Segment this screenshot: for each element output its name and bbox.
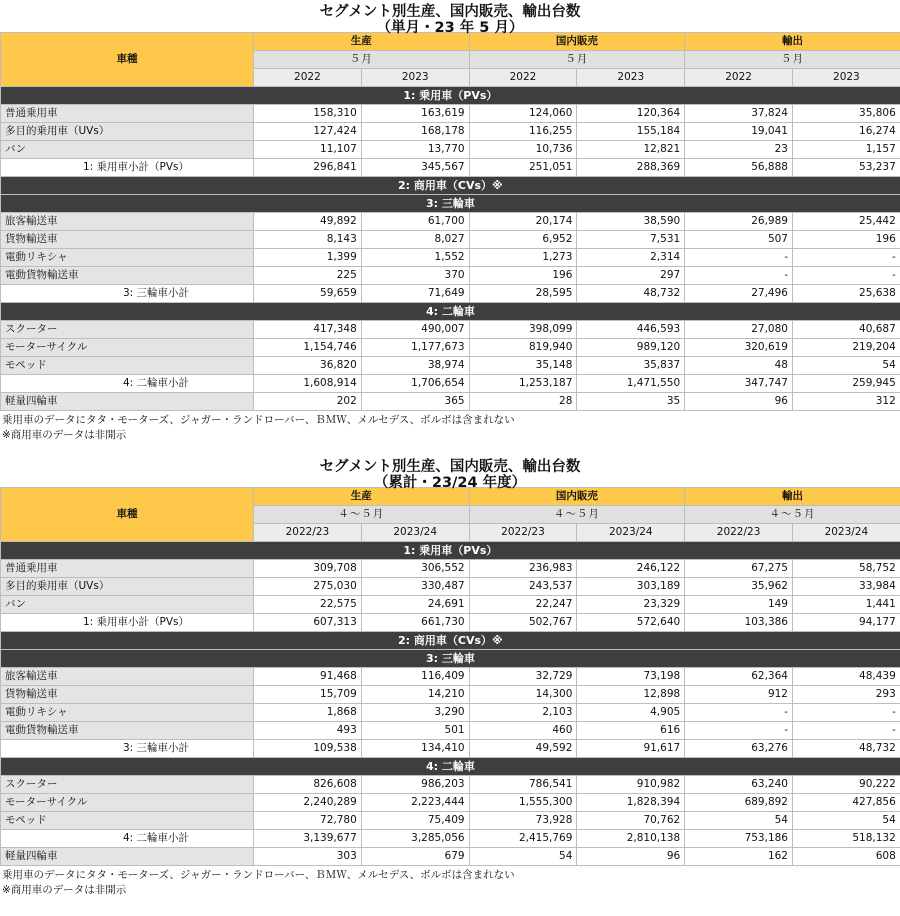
table-title-main: セグメント別生産、国内販売、輸出台数 xyxy=(319,4,581,20)
value-cell: 1,552 xyxy=(361,249,469,267)
value-cell: 14,210 xyxy=(361,686,469,704)
value-cell: 661,730 xyxy=(361,614,469,632)
segment-table-block xyxy=(0,455,900,900)
row-label: 軽量四輪車 xyxy=(1,848,254,866)
value-cell: 365 xyxy=(361,393,469,411)
value-cell: 912 xyxy=(685,686,793,704)
value-cell: 158,310 xyxy=(254,105,362,123)
row-label: 1: 乗用車小計（PVs） xyxy=(1,159,254,177)
value-cell: 8,027 xyxy=(361,231,469,249)
subtotal-row xyxy=(1,740,900,758)
value-cell: 120,364 xyxy=(577,105,685,123)
value-cell: 53,237 xyxy=(792,159,900,177)
value-cell: 26,989 xyxy=(685,213,793,231)
table-row xyxy=(1,794,900,812)
value-cell: 10,736 xyxy=(469,141,577,159)
period-header: ４～５月 xyxy=(469,506,685,524)
value-cell: 63,240 xyxy=(685,776,793,794)
value-cell: 25,638 xyxy=(792,285,900,303)
value-cell: 501 xyxy=(361,722,469,740)
value-cell: 12,821 xyxy=(577,141,685,159)
value-cell: 36,820 xyxy=(254,357,362,375)
value-cell: 306,552 xyxy=(361,560,469,578)
value-cell: 347,747 xyxy=(685,375,793,393)
value-cell: 320,619 xyxy=(685,339,793,357)
value-cell: 91,468 xyxy=(254,668,362,686)
row-label: 電動リキシャ xyxy=(1,704,254,722)
table-row xyxy=(1,249,900,267)
value-cell: 116,255 xyxy=(469,123,577,141)
table-row xyxy=(1,105,900,123)
value-cell: 507 xyxy=(685,231,793,249)
table-row xyxy=(1,213,900,231)
table-title xyxy=(0,455,900,491)
table-row xyxy=(1,722,900,740)
value-cell: 689,892 xyxy=(685,794,793,812)
value-cell: 103,386 xyxy=(685,614,793,632)
value-cell: 460 xyxy=(469,722,577,740)
value-cell: 753,186 xyxy=(685,830,793,848)
value-cell: 155,184 xyxy=(577,123,685,141)
value-cell: 7,531 xyxy=(577,231,685,249)
table-title-main: セグメント別生産、国内販売、輸出台数 xyxy=(319,459,581,475)
row-label: 多目的乗用車（UVs） xyxy=(1,123,254,141)
year-header: 2022/23 xyxy=(254,524,362,542)
value-cell: 35,806 xyxy=(792,105,900,123)
value-cell: 2,223,444 xyxy=(361,794,469,812)
value-cell: 12,898 xyxy=(577,686,685,704)
note-line: 乗用車のデータにタタ・モーターズ、ジャガー・ランドローバー、ＢＭＷ、メルセデス、ボルボは含まれない xyxy=(2,414,515,426)
row-label: 3: 三輪車小計 xyxy=(1,740,254,758)
value-cell: 90,222 xyxy=(792,776,900,794)
value-cell: 91,617 xyxy=(577,740,685,758)
value-cell: 22,575 xyxy=(254,596,362,614)
group-header: 国内販売 xyxy=(469,488,685,506)
value-cell: - xyxy=(792,722,900,740)
subtotal-row xyxy=(1,159,900,177)
value-cell: 96 xyxy=(577,848,685,866)
value-cell: 330,487 xyxy=(361,578,469,596)
group-header: 生産 xyxy=(254,488,470,506)
table-row xyxy=(1,848,900,866)
value-cell: 2,103 xyxy=(469,704,577,722)
value-cell: 23,329 xyxy=(577,596,685,614)
value-cell: 16,274 xyxy=(792,123,900,141)
value-cell: 4,905 xyxy=(577,704,685,722)
value-cell: 62,364 xyxy=(685,668,793,686)
value-cell: 25,442 xyxy=(792,213,900,231)
value-cell: 826,608 xyxy=(254,776,362,794)
table-row xyxy=(1,141,900,159)
year-header: 2022 xyxy=(469,69,577,87)
value-cell: 40,687 xyxy=(792,321,900,339)
value-cell: 427,856 xyxy=(792,794,900,812)
value-cell: 1,253,187 xyxy=(469,375,577,393)
section-header-row xyxy=(1,303,900,321)
value-cell: 786,541 xyxy=(469,776,577,794)
table-row xyxy=(1,123,900,141)
value-cell: 225 xyxy=(254,267,362,285)
subtotal-row xyxy=(1,375,900,393)
note-line: ※商用車のデータは非開示 xyxy=(2,884,127,896)
value-cell: 1,555,300 xyxy=(469,794,577,812)
table-row xyxy=(1,231,900,249)
row-label: 4: 二輪車小計 xyxy=(1,375,254,393)
row-label: 普通乗用車 xyxy=(1,560,254,578)
row-label: スクーター xyxy=(1,321,254,339)
value-cell: - xyxy=(685,722,793,740)
value-cell: 259,945 xyxy=(792,375,900,393)
row-label: 貨物輸送車 xyxy=(1,231,254,249)
value-cell: 56,888 xyxy=(685,159,793,177)
value-cell: 54 xyxy=(792,812,900,830)
value-cell: 345,567 xyxy=(361,159,469,177)
value-cell: 124,060 xyxy=(469,105,577,123)
table-row xyxy=(1,686,900,704)
year-header: 2023 xyxy=(577,69,685,87)
table-row xyxy=(1,812,900,830)
value-cell: 1,177,673 xyxy=(361,339,469,357)
value-cell: 24,691 xyxy=(361,596,469,614)
value-cell: 67,275 xyxy=(685,560,793,578)
section-title: 1: 乗用車（PVs） xyxy=(1,87,900,105)
group-header: 国内販売 xyxy=(469,33,685,51)
value-cell: 54 xyxy=(792,357,900,375)
row-label: 旅客輸送車 xyxy=(1,213,254,231)
value-cell: 910,982 xyxy=(577,776,685,794)
table-row xyxy=(1,393,900,411)
subtotal-row xyxy=(1,830,900,848)
value-cell: 38,974 xyxy=(361,357,469,375)
row-label: モーターサイクル xyxy=(1,794,254,812)
row-label: 電動リキシャ xyxy=(1,249,254,267)
value-cell: 27,496 xyxy=(685,285,793,303)
row-label: バン xyxy=(1,596,254,614)
value-cell: 75,409 xyxy=(361,812,469,830)
group-header: 輸出 xyxy=(685,488,900,506)
value-cell: - xyxy=(792,267,900,285)
year-header: 2022 xyxy=(685,69,793,87)
period-header: ５月 xyxy=(469,51,685,69)
segment-table xyxy=(0,487,900,866)
value-cell: 73,928 xyxy=(469,812,577,830)
value-cell: 109,538 xyxy=(254,740,362,758)
value-cell: 417,348 xyxy=(254,321,362,339)
subtotal-row xyxy=(1,285,900,303)
year-header: 2022/23 xyxy=(685,524,793,542)
value-cell: 35,837 xyxy=(577,357,685,375)
value-cell: 32,729 xyxy=(469,668,577,686)
value-cell: 48 xyxy=(685,357,793,375)
value-cell: 607,313 xyxy=(254,614,362,632)
value-cell: 296,841 xyxy=(254,159,362,177)
row-label: 旅客輸送車 xyxy=(1,668,254,686)
period-header: ５月 xyxy=(254,51,470,69)
year-header: 2022 xyxy=(254,69,362,87)
value-cell: 1,471,550 xyxy=(577,375,685,393)
value-cell: 11,107 xyxy=(254,141,362,159)
value-cell: 48,439 xyxy=(792,668,900,686)
section-header-row xyxy=(1,195,900,213)
segment-table xyxy=(0,32,900,411)
value-cell: 134,410 xyxy=(361,740,469,758)
group-header: 生産 xyxy=(254,33,470,51)
row-label: 軽量四輪車 xyxy=(1,393,254,411)
value-cell: 3,285,056 xyxy=(361,830,469,848)
row-label: スクーター xyxy=(1,776,254,794)
section-header-row xyxy=(1,650,900,668)
value-cell: 168,178 xyxy=(361,123,469,141)
subtotal-row xyxy=(1,614,900,632)
value-cell: 202 xyxy=(254,393,362,411)
section-header-row xyxy=(1,758,900,776)
table-title-sub: （累計・23/24 年度） xyxy=(373,475,527,491)
value-cell: 309,708 xyxy=(254,560,362,578)
value-cell: 48,732 xyxy=(577,285,685,303)
year-header: 2022/23 xyxy=(469,524,577,542)
value-cell: 6,952 xyxy=(469,231,577,249)
value-cell: 1,608,914 xyxy=(254,375,362,393)
year-header: 2023/24 xyxy=(577,524,685,542)
value-cell: 819,940 xyxy=(469,339,577,357)
value-cell: - xyxy=(685,704,793,722)
value-cell: 23 xyxy=(685,141,793,159)
value-cell: 236,983 xyxy=(469,560,577,578)
section-title: 4: 二輪車 xyxy=(1,758,900,776)
value-cell: 1,828,394 xyxy=(577,794,685,812)
value-cell: 72,780 xyxy=(254,812,362,830)
value-cell: 398,099 xyxy=(469,321,577,339)
section-title: 2: 商用車（CVs）※ xyxy=(1,177,900,195)
row-label: 電動貨物輸送車 xyxy=(1,722,254,740)
value-cell: 28 xyxy=(469,393,577,411)
value-cell: 71,649 xyxy=(361,285,469,303)
value-cell: 94,177 xyxy=(792,614,900,632)
section-header-row xyxy=(1,87,900,105)
section-header-row xyxy=(1,177,900,195)
value-cell: 58,752 xyxy=(792,560,900,578)
value-cell: 35,148 xyxy=(469,357,577,375)
row-label: 3: 三輪車小計 xyxy=(1,285,254,303)
value-cell: 297 xyxy=(577,267,685,285)
value-cell: 127,424 xyxy=(254,123,362,141)
value-cell: 19,041 xyxy=(685,123,793,141)
value-cell: 1,706,654 xyxy=(361,375,469,393)
value-cell: 275,030 xyxy=(254,578,362,596)
value-cell: 219,204 xyxy=(792,339,900,357)
value-cell: 3,290 xyxy=(361,704,469,722)
table-row xyxy=(1,339,900,357)
value-cell: 49,892 xyxy=(254,213,362,231)
value-cell: 48,732 xyxy=(792,740,900,758)
value-cell: 70,762 xyxy=(577,812,685,830)
value-cell: 246,122 xyxy=(577,560,685,578)
value-cell: 572,640 xyxy=(577,614,685,632)
vehicle-type-header: 車種 xyxy=(1,33,254,87)
value-cell: 49,592 xyxy=(469,740,577,758)
period-header: ４～５月 xyxy=(254,506,470,524)
row-label: モペッド xyxy=(1,357,254,375)
table-row xyxy=(1,668,900,686)
table-row xyxy=(1,321,900,339)
value-cell: 251,051 xyxy=(469,159,577,177)
value-cell: 243,537 xyxy=(469,578,577,596)
row-label: モーターサイクル xyxy=(1,339,254,357)
table-gap xyxy=(0,445,900,455)
value-cell: 288,369 xyxy=(577,159,685,177)
row-label: 多目的乗用車（UVs） xyxy=(1,578,254,596)
value-cell: 33,984 xyxy=(792,578,900,596)
value-cell: 608 xyxy=(792,848,900,866)
value-cell: 59,659 xyxy=(254,285,362,303)
row-label: 普通乗用車 xyxy=(1,105,254,123)
year-header: 2023/24 xyxy=(792,524,900,542)
table-row xyxy=(1,596,900,614)
value-cell: - xyxy=(792,704,900,722)
table-row xyxy=(1,357,900,375)
value-cell: 989,120 xyxy=(577,339,685,357)
value-cell: 37,824 xyxy=(685,105,793,123)
period-header: ４～５月 xyxy=(685,506,900,524)
section-header-row xyxy=(1,542,900,560)
value-cell: 20,174 xyxy=(469,213,577,231)
value-cell: 1,154,746 xyxy=(254,339,362,357)
value-cell: 502,767 xyxy=(469,614,577,632)
table-row xyxy=(1,704,900,722)
value-cell: 1,157 xyxy=(792,141,900,159)
value-cell: - xyxy=(792,249,900,267)
value-cell: 2,810,138 xyxy=(577,830,685,848)
value-cell: 196 xyxy=(792,231,900,249)
year-header: 2023/24 xyxy=(361,524,469,542)
value-cell: 3,139,677 xyxy=(254,830,362,848)
table-row xyxy=(1,776,900,794)
table-row xyxy=(1,560,900,578)
value-cell: 96 xyxy=(685,393,793,411)
value-cell: 446,593 xyxy=(577,321,685,339)
table-title-sub: （単月・23 年 5 月） xyxy=(376,20,524,36)
year-header: 2023 xyxy=(361,69,469,87)
value-cell: 162 xyxy=(685,848,793,866)
value-cell: 8,143 xyxy=(254,231,362,249)
value-cell: 293 xyxy=(792,686,900,704)
value-cell: 312 xyxy=(792,393,900,411)
value-cell: - xyxy=(685,249,793,267)
value-cell: 1,273 xyxy=(469,249,577,267)
value-cell: 54 xyxy=(685,812,793,830)
value-cell: 679 xyxy=(361,848,469,866)
row-label: 電動貨物輸送車 xyxy=(1,267,254,285)
value-cell: 116,409 xyxy=(361,668,469,686)
value-cell: 163,619 xyxy=(361,105,469,123)
value-cell: 493 xyxy=(254,722,362,740)
section-title: 4: 二輪車 xyxy=(1,303,900,321)
value-cell: 13,770 xyxy=(361,141,469,159)
value-cell: 22,247 xyxy=(469,596,577,614)
table-row xyxy=(1,578,900,596)
note-line: ※商用車のデータは非開示 xyxy=(2,429,127,441)
section-header-row xyxy=(1,632,900,650)
value-cell: 14,300 xyxy=(469,686,577,704)
segment-table-block xyxy=(0,0,900,445)
value-cell: 61,700 xyxy=(361,213,469,231)
value-cell: 1,441 xyxy=(792,596,900,614)
value-cell: 986,203 xyxy=(361,776,469,794)
table-title xyxy=(0,0,900,36)
value-cell: 35 xyxy=(577,393,685,411)
value-cell: 490,007 xyxy=(361,321,469,339)
row-label: 1: 乗用車小計（PVs） xyxy=(1,614,254,632)
value-cell: 1,399 xyxy=(254,249,362,267)
row-label: 4: 二輪車小計 xyxy=(1,830,254,848)
value-cell: 303 xyxy=(254,848,362,866)
value-cell: 303,189 xyxy=(577,578,685,596)
value-cell: 35,962 xyxy=(685,578,793,596)
value-cell: 73,198 xyxy=(577,668,685,686)
value-cell: 149 xyxy=(685,596,793,614)
value-cell: - xyxy=(685,267,793,285)
table-row xyxy=(1,267,900,285)
value-cell: 518,132 xyxy=(792,830,900,848)
value-cell: 63,276 xyxy=(685,740,793,758)
value-cell: 616 xyxy=(577,722,685,740)
value-cell: 2,415,769 xyxy=(469,830,577,848)
value-cell: 2,240,289 xyxy=(254,794,362,812)
value-cell: 28,595 xyxy=(469,285,577,303)
year-header: 2023 xyxy=(792,69,900,87)
section-title: 3: 三輪車 xyxy=(1,650,900,668)
value-cell: 1,868 xyxy=(254,704,362,722)
table-notes xyxy=(0,866,900,900)
value-cell: 2,314 xyxy=(577,249,685,267)
value-cell: 54 xyxy=(469,848,577,866)
vehicle-type-header: 車種 xyxy=(1,488,254,542)
note-line: 乗用車のデータにタタ・モーターズ、ジャガー・ランドローバー、ＢＭＷ、メルセデス、ボルボは含まれない xyxy=(2,869,515,881)
row-label: 貨物輸送車 xyxy=(1,686,254,704)
group-header: 輸出 xyxy=(685,33,900,51)
value-cell: 38,590 xyxy=(577,213,685,231)
value-cell: 27,080 xyxy=(685,321,793,339)
value-cell: 15,709 xyxy=(254,686,362,704)
period-header: ５月 xyxy=(685,51,900,69)
table-notes xyxy=(0,411,900,445)
section-title: 3: 三輪車 xyxy=(1,195,900,213)
section-title: 1: 乗用車（PVs） xyxy=(1,542,900,560)
section-title: 2: 商用車（CVs）※ xyxy=(1,632,900,650)
value-cell: 370 xyxy=(361,267,469,285)
value-cell: 196 xyxy=(469,267,577,285)
row-label: バン xyxy=(1,141,254,159)
row-label: モペッド xyxy=(1,812,254,830)
